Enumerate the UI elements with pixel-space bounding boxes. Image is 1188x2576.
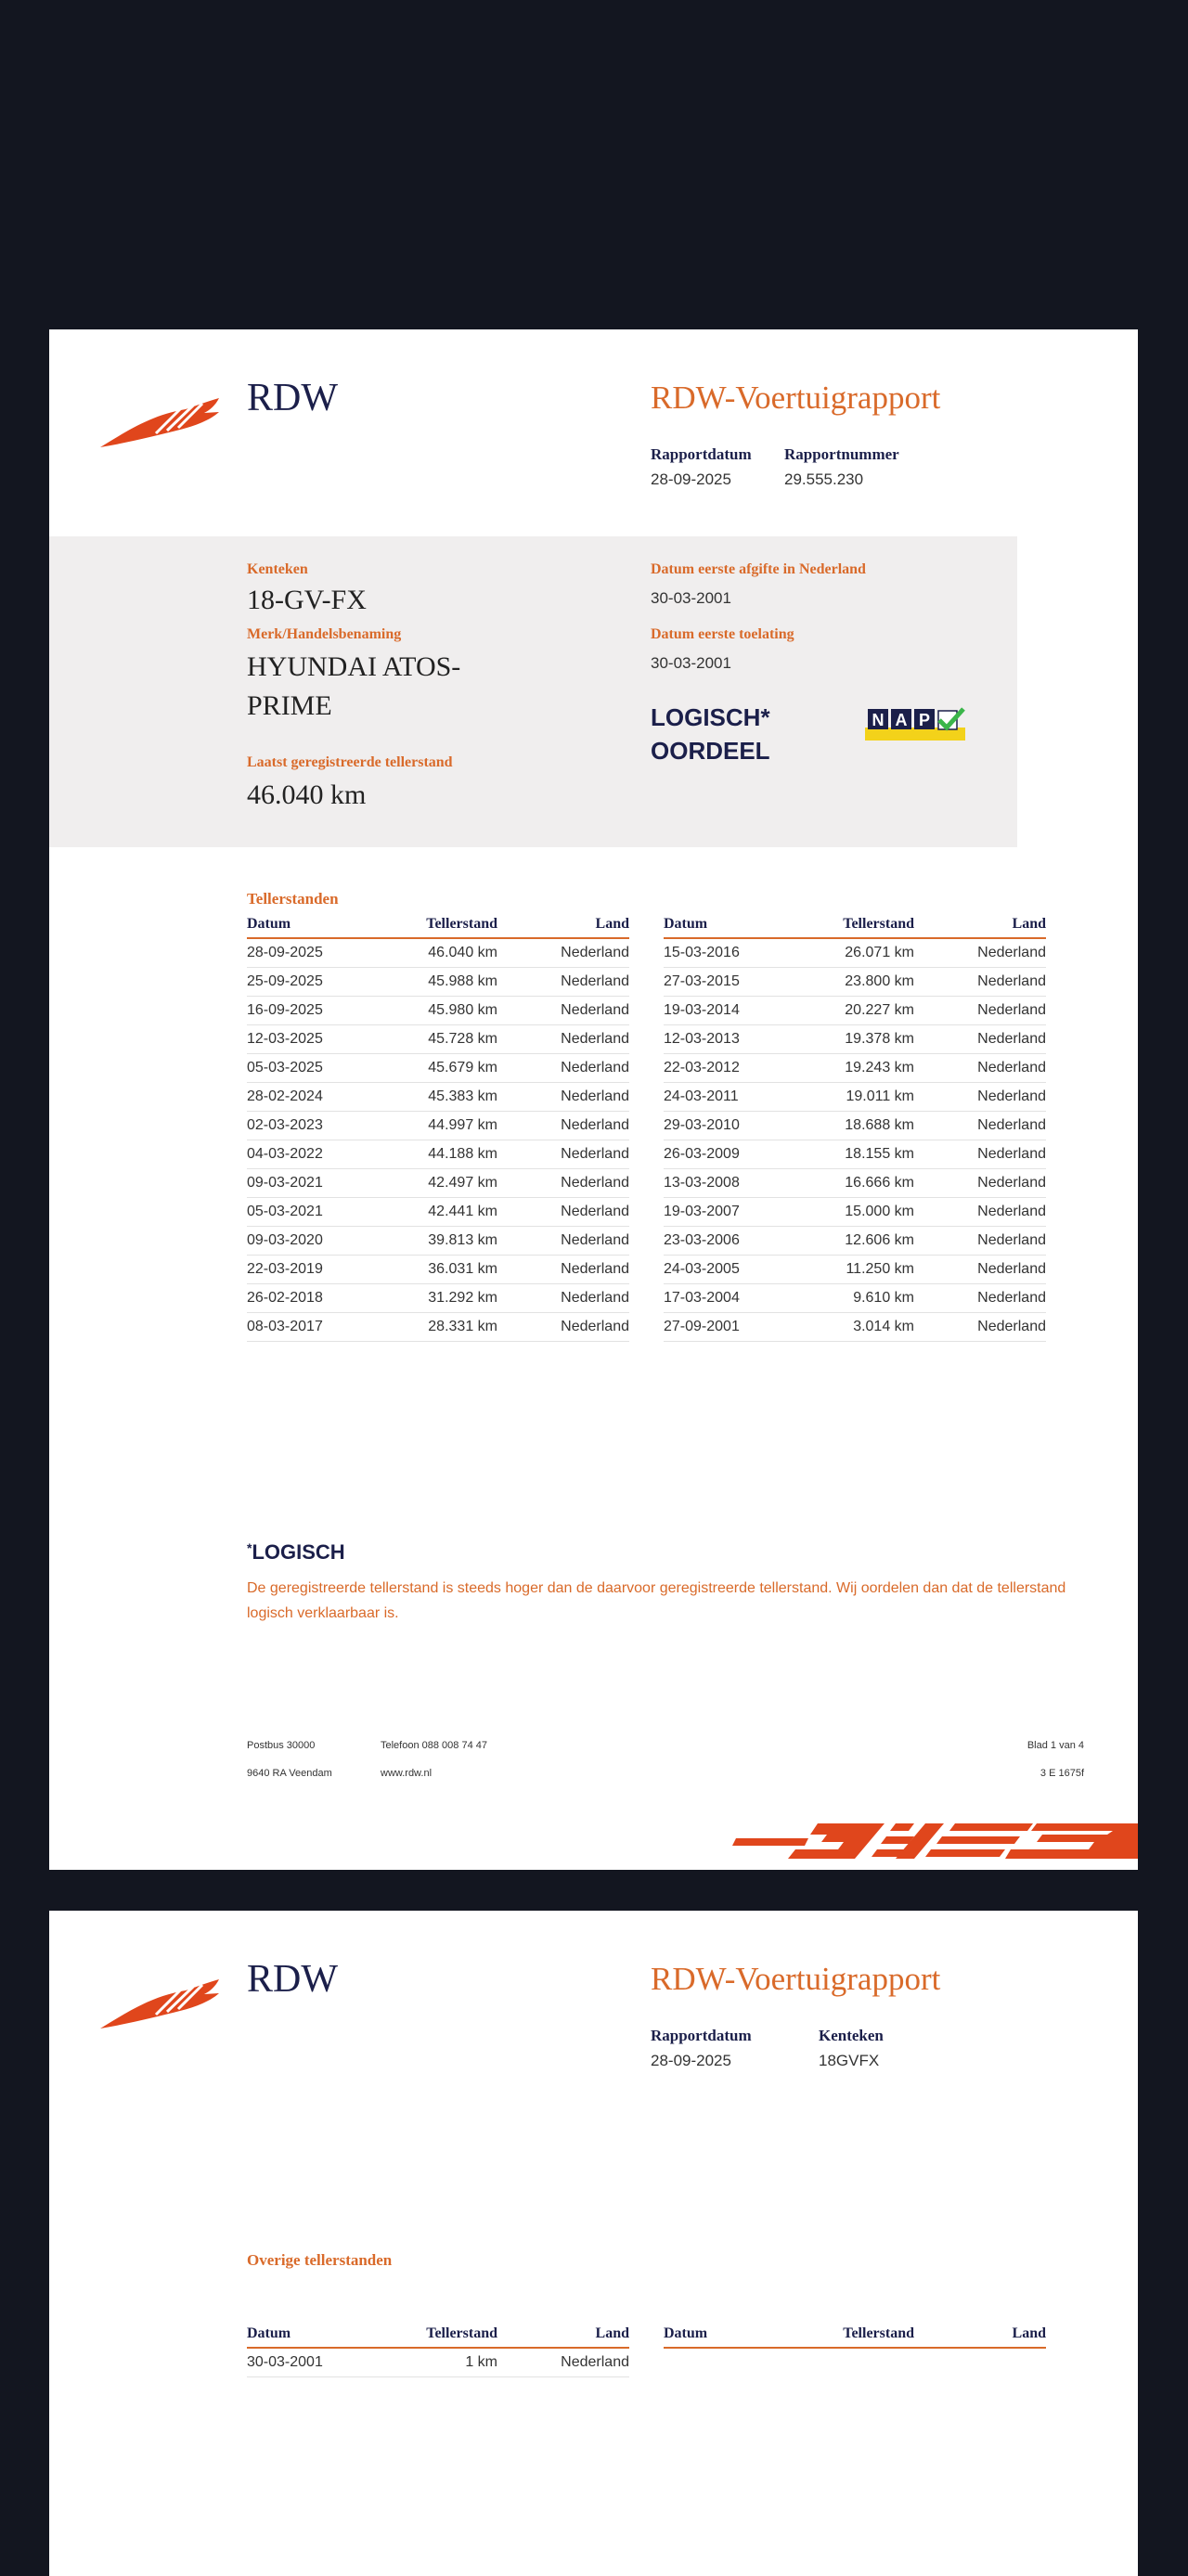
cell-land: Nederland — [497, 1140, 629, 1169]
toelating-value: 30-03-2001 — [651, 654, 731, 672]
teller-value: 46.040 km — [247, 779, 367, 810]
table-row — [664, 1256, 1046, 1284]
cell-tellerstand: 9.610 km — [803, 1284, 914, 1313]
cell-tellerstand: 26.071 km — [803, 938, 914, 968]
col-tellerstand: Tellerstand — [803, 914, 914, 938]
nap-logo-icon — [865, 707, 965, 742]
table-row — [247, 1256, 629, 1284]
table-row — [247, 938, 629, 968]
note-title-text: LOGISCH — [252, 1540, 345, 1564]
cell-land: Nederland — [914, 1284, 1046, 1313]
cell-datum: 19-03-2014 — [664, 997, 803, 1025]
svg-text:N: N — [872, 711, 885, 729]
table-row — [664, 1284, 1046, 1313]
table-row — [664, 1112, 1046, 1140]
report-title: RDW-Voertuigrapport — [651, 1961, 941, 1997]
cell-land: Nederland — [497, 1227, 629, 1256]
cell-land: Nederland — [497, 2348, 629, 2377]
cell-datum: 26-02-2018 — [247, 1284, 386, 1313]
table-row — [247, 1313, 629, 1342]
cell-tellerstand: 31.292 km — [386, 1284, 497, 1313]
cell-datum: 22-03-2019 — [247, 1256, 386, 1284]
rdw-logo-icon — [100, 396, 226, 447]
cell-land: Nederland — [914, 1140, 1046, 1169]
tellerstanden-title: Tellerstanden — [247, 890, 339, 908]
verdict — [651, 701, 770, 767]
verdict-line2: OORDEEL — [651, 737, 770, 765]
table-header-row — [664, 2324, 1046, 2348]
cell-land: Nederland — [914, 997, 1046, 1025]
cell-datum: 19-03-2007 — [664, 1198, 803, 1227]
table-row — [247, 1198, 629, 1227]
cell-datum: 02-03-2023 — [247, 1112, 386, 1140]
cell-datum: 27-03-2015 — [664, 968, 803, 997]
cell-tellerstand: 45.679 km — [386, 1054, 497, 1083]
cell-datum: 15-03-2016 — [664, 938, 803, 968]
table-row — [247, 1284, 629, 1313]
table-row — [664, 1313, 1046, 1342]
cell-land: Nederland — [497, 1256, 629, 1284]
cell-tellerstand: 45.988 km — [386, 968, 497, 997]
cell-tellerstand: 20.227 km — [803, 997, 914, 1025]
cell-tellerstand: 28.331 km — [386, 1313, 497, 1342]
cell-land: Nederland — [914, 1169, 1046, 1198]
report-title: RDW-Voertuigrapport — [651, 380, 941, 416]
cell-datum: 24-03-2011 — [664, 1083, 803, 1112]
cell-tellerstand: 23.800 km — [803, 968, 914, 997]
cell-land: Nederland — [914, 1227, 1046, 1256]
table-row — [247, 1169, 629, 1198]
report-number-value: 29.555.230 — [784, 470, 864, 488]
cell-land: Nederland — [497, 1313, 629, 1342]
table-row — [247, 1083, 629, 1112]
note-title — [247, 1540, 345, 1565]
footer-postbus: Postbus 30000 — [247, 1740, 316, 1751]
kenteken-value: 18-GV-FX — [247, 585, 367, 615]
table-row — [664, 1169, 1046, 1198]
note-text: De geregistreerde tellerstand is steeds hoger dan de daarvoor geregistreerde tellerstand. Wij oordelen dan dat de tellerstand logisch verklaarbaar is. — [247, 1580, 1066, 1621]
tellerstanden-table-right — [664, 914, 1046, 1342]
cell-tellerstand: 15.000 km — [803, 1198, 914, 1227]
merk-label: Merk/Handelsbenaming — [247, 626, 402, 642]
col-land: Land — [497, 2324, 629, 2348]
overige-table-left — [247, 2324, 629, 2377]
cell-land: Nederland — [914, 1313, 1046, 1342]
cell-land: Nederland — [914, 1025, 1046, 1054]
cell-datum: 05-03-2021 — [247, 1198, 386, 1227]
cell-land: Nederland — [497, 1169, 629, 1198]
table-header-row — [247, 2324, 629, 2348]
table-row — [664, 968, 1046, 997]
table-row — [247, 1140, 629, 1169]
cell-tellerstand: 44.997 km — [386, 1112, 497, 1140]
table-header-row — [664, 914, 1046, 938]
brand-name: RDW — [247, 1958, 338, 2001]
cell-datum: 28-09-2025 — [247, 938, 386, 968]
table-row — [664, 1198, 1046, 1227]
cell-datum: 05-03-2025 — [247, 1054, 386, 1083]
footer-page-number: Blad 1 van 4 — [1027, 1740, 1084, 1751]
col-tellerstand: Tellerstand — [803, 2324, 914, 2348]
cell-tellerstand: 45.383 km — [386, 1083, 497, 1112]
cell-datum: 12-03-2025 — [247, 1025, 386, 1054]
cell-land: Nederland — [914, 968, 1046, 997]
cell-tellerstand: 19.378 km — [803, 1025, 914, 1054]
kenteken-label: Kenteken — [819, 2027, 884, 2044]
kenteken-label: Kenteken — [247, 561, 308, 577]
col-datum: Datum — [247, 914, 386, 938]
vehicle-summary-panel — [49, 536, 1017, 847]
cell-land: Nederland — [497, 938, 629, 968]
table-row — [664, 997, 1046, 1025]
cell-datum: 25-09-2025 — [247, 968, 386, 997]
kenteken-value: 18GVFX — [819, 2052, 880, 2069]
cell-datum: 16-09-2025 — [247, 997, 386, 1025]
cell-datum: 29-03-2010 — [664, 1112, 803, 1140]
afgifte-value: 30-03-2001 — [651, 589, 731, 607]
cell-datum: 09-03-2021 — [247, 1169, 386, 1198]
col-datum: Datum — [664, 914, 803, 938]
footer-code: 3 E 1675f — [1040, 1768, 1084, 1779]
overige-tellerstanden-title: Overige tellerstanden — [247, 2251, 393, 2269]
cell-tellerstand: 19.243 km — [803, 1054, 914, 1083]
cell-tellerstand: 1 km — [386, 2348, 497, 2377]
cell-datum: 30-03-2001 — [247, 2348, 386, 2377]
cell-land: Nederland — [497, 1112, 629, 1140]
rdw-stripes-decoration — [699, 1822, 1138, 1862]
cell-datum: 09-03-2020 — [247, 1227, 386, 1256]
table-row — [247, 997, 629, 1025]
table-row — [664, 1140, 1046, 1169]
cell-datum: 04-03-2022 — [247, 1140, 386, 1169]
report-number-label: Rapportnummer — [784, 445, 899, 463]
cell-tellerstand: 39.813 km — [386, 1227, 497, 1256]
teller-label: Laatst geregistreerde tellerstand — [247, 754, 453, 770]
cell-tellerstand: 45.980 km — [386, 997, 497, 1025]
table-row — [247, 2348, 629, 2377]
cell-datum: 08-03-2017 — [247, 1313, 386, 1342]
table-header-row — [247, 914, 629, 938]
cell-land: Nederland — [497, 1054, 629, 1083]
cell-tellerstand: 18.155 km — [803, 1140, 914, 1169]
cell-datum: 24-03-2005 — [664, 1256, 803, 1284]
table-row — [664, 1054, 1046, 1083]
cell-datum: 22-03-2012 — [664, 1054, 803, 1083]
cell-datum: 26-03-2009 — [664, 1140, 803, 1169]
col-tellerstand: Tellerstand — [386, 914, 497, 938]
cell-land: Nederland — [497, 1198, 629, 1227]
cell-land: Nederland — [497, 1284, 629, 1313]
cell-datum: 12-03-2013 — [664, 1025, 803, 1054]
report-date-label: Rapportdatum — [651, 2027, 752, 2044]
cell-tellerstand: 3.014 km — [803, 1313, 914, 1342]
merk-value-line1: HYUNDAI ATOS- — [247, 651, 461, 682]
cell-land: Nederland — [914, 1054, 1046, 1083]
cell-land: Nederland — [497, 1025, 629, 1054]
cell-datum: 27-09-2001 — [664, 1313, 803, 1342]
table-row — [247, 1112, 629, 1140]
cell-land: Nederland — [497, 1083, 629, 1112]
footer-address: 9640 RA Veendam — [247, 1768, 332, 1779]
rdw-logo-icon — [100, 1977, 226, 2029]
merk-value-line2: PRIME — [247, 690, 332, 721]
overige-table-right — [664, 2324, 1046, 2349]
cell-tellerstand: 36.031 km — [386, 1256, 497, 1284]
afgifte-label: Datum eerste afgifte in Nederland — [651, 561, 866, 577]
table-row — [247, 968, 629, 997]
brand-name: RDW — [247, 377, 338, 419]
cell-tellerstand: 42.497 km — [386, 1169, 497, 1198]
cell-tellerstand: 12.606 km — [803, 1227, 914, 1256]
report-date-value: 28-09-2025 — [651, 2052, 731, 2069]
cell-tellerstand: 19.011 km — [803, 1083, 914, 1112]
toelating-label: Datum eerste toelating — [651, 626, 794, 642]
report-date-value: 28-09-2025 — [651, 470, 731, 488]
svg-text:A: A — [895, 711, 908, 729]
cell-datum: 23-03-2006 — [664, 1227, 803, 1256]
cell-land: Nederland — [497, 968, 629, 997]
report-page-2 — [49, 1911, 1138, 2576]
col-land: Land — [914, 2324, 1046, 2348]
report-date-label: Rapportdatum — [651, 445, 752, 463]
cell-tellerstand: 11.250 km — [803, 1256, 914, 1284]
table-row — [664, 1025, 1046, 1054]
table-row — [247, 1054, 629, 1083]
svg-text:P: P — [918, 711, 931, 729]
cell-tellerstand: 18.688 km — [803, 1112, 914, 1140]
table-row — [664, 1083, 1046, 1112]
footer-web: www.rdw.nl — [381, 1768, 433, 1779]
cell-datum: 13-03-2008 — [664, 1169, 803, 1198]
cell-land: Nederland — [497, 997, 629, 1025]
cell-tellerstand: 16.666 km — [803, 1169, 914, 1198]
cell-land: Nederland — [914, 938, 1046, 968]
col-land: Land — [497, 914, 629, 938]
cell-land: Nederland — [914, 1112, 1046, 1140]
footer-phone: Telefoon 088 008 74 47 — [381, 1740, 487, 1751]
table-row — [247, 1227, 629, 1256]
cell-datum: 28-02-2024 — [247, 1083, 386, 1112]
col-land: Land — [914, 914, 1046, 938]
report-page-1 — [49, 329, 1138, 1870]
table-row — [664, 938, 1046, 968]
table-row — [664, 1227, 1046, 1256]
table-row — [247, 1025, 629, 1054]
cell-land: Nederland — [914, 1256, 1046, 1284]
col-tellerstand: Tellerstand — [386, 2324, 497, 2348]
cell-tellerstand: 45.728 km — [386, 1025, 497, 1054]
tellerstanden-table-left — [247, 914, 629, 1342]
cell-tellerstand: 44.188 km — [386, 1140, 497, 1169]
col-datum: Datum — [664, 2324, 803, 2348]
cell-datum: 17-03-2004 — [664, 1284, 803, 1313]
cell-land: Nederland — [914, 1198, 1046, 1227]
cell-land: Nederland — [914, 1083, 1046, 1112]
verdict-line1: LOGISCH* — [651, 703, 770, 731]
note-star: * — [247, 1540, 252, 1555]
cell-tellerstand: 46.040 km — [386, 938, 497, 968]
col-datum: Datum — [247, 2324, 386, 2348]
cell-tellerstand: 42.441 km — [386, 1198, 497, 1227]
